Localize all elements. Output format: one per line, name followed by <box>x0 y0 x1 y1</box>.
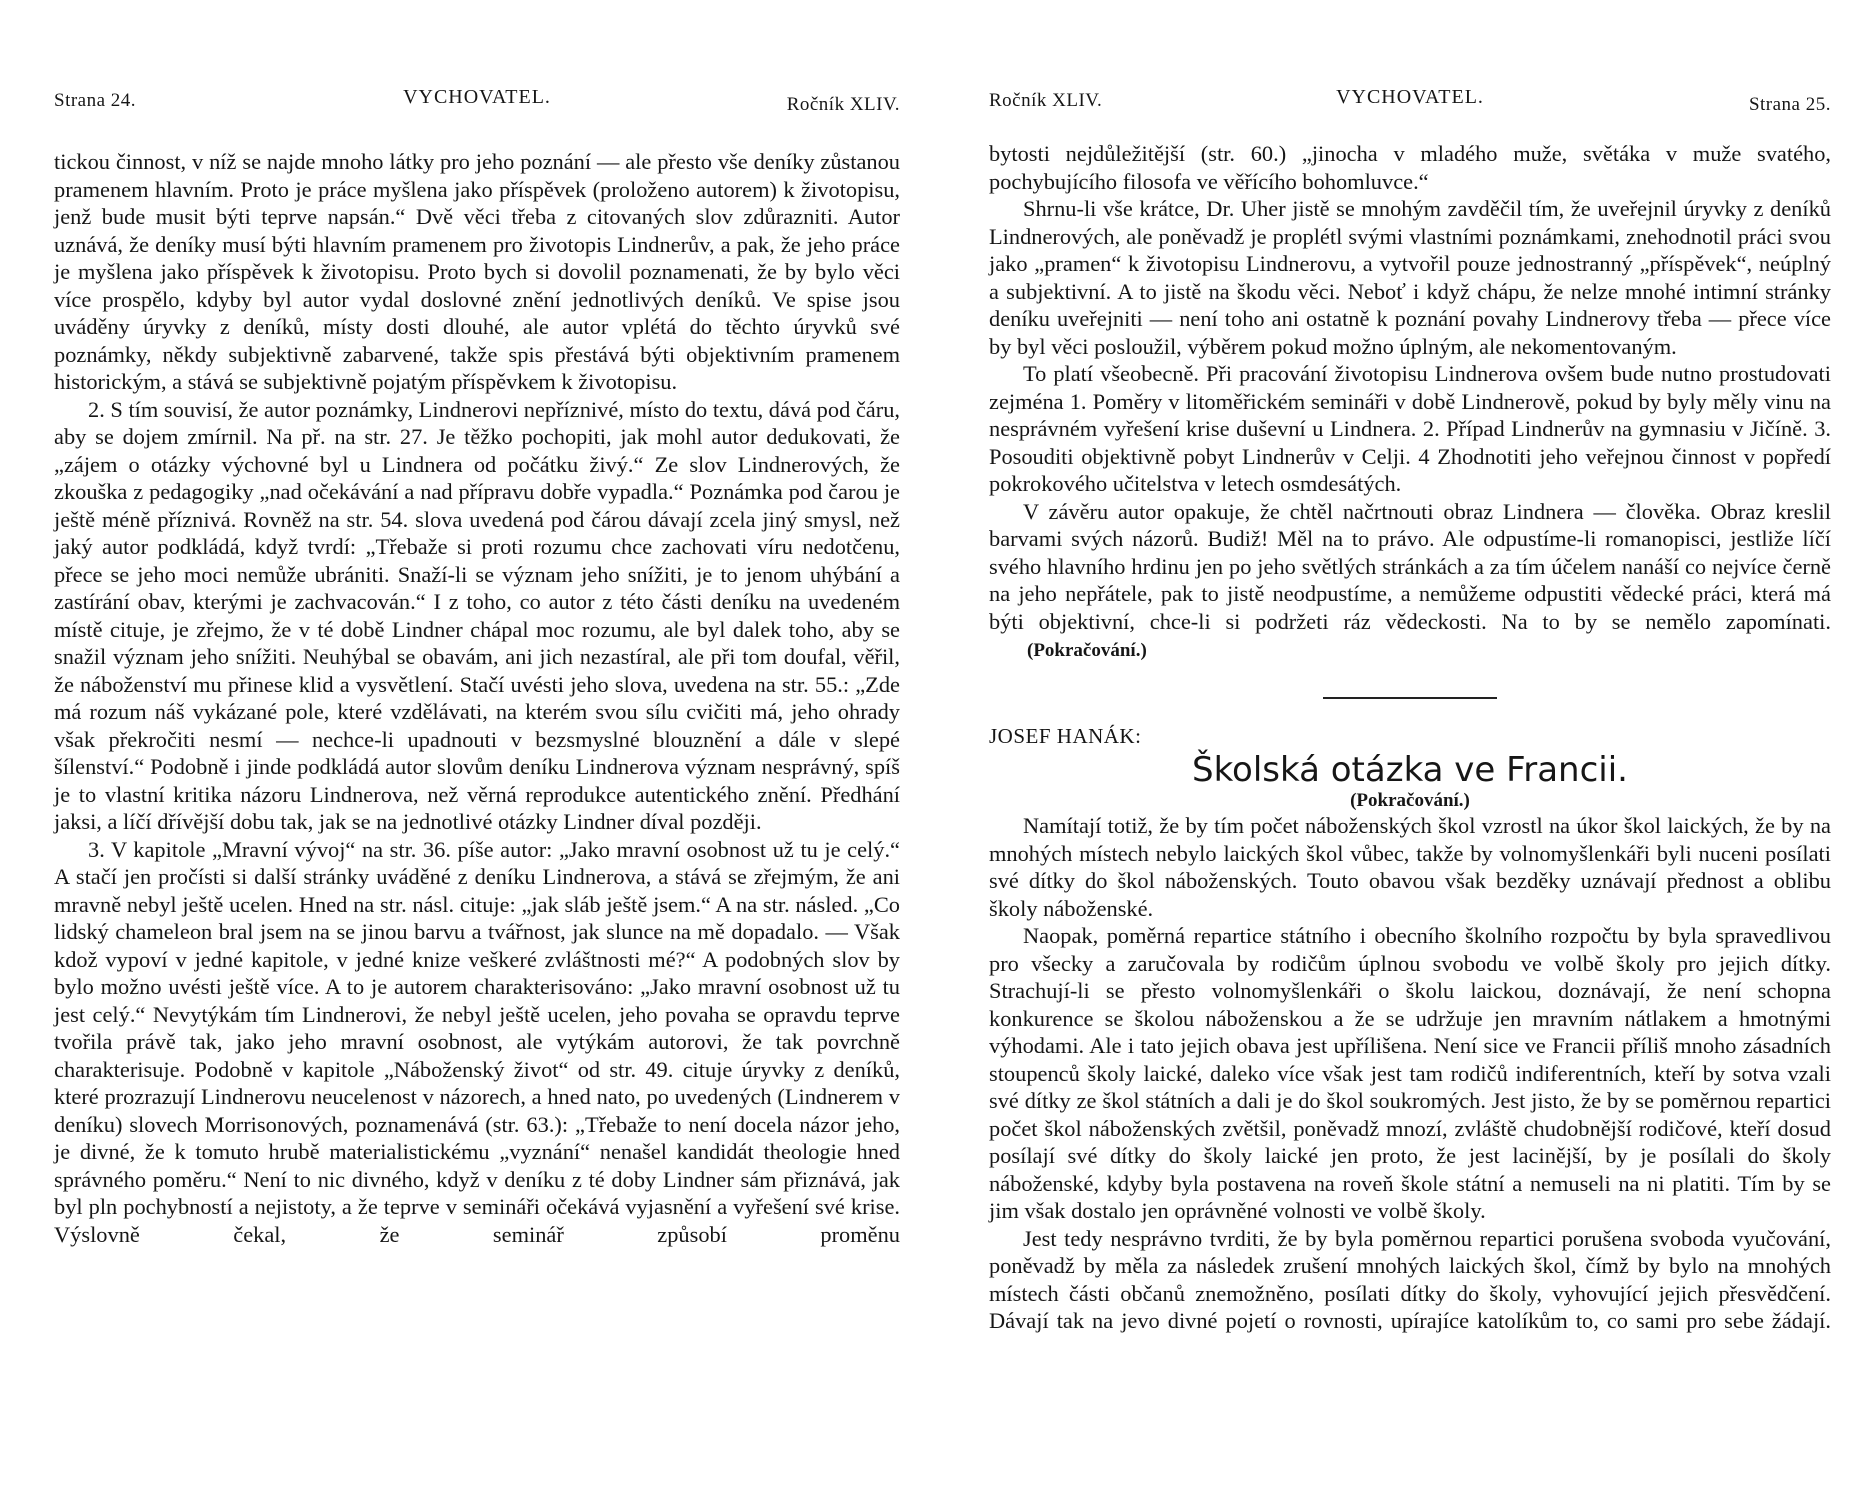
right-paragraph-2: Shrnu-li vše krátce, Dr. Uher jistě se mnohým zavděčil tím, že uveřejnil úryvky z deníků Lindnerových, ale poněvadž je proplétl svými vlastními poznámkami, znehodnotil práci svou jako „pramen“ k životopisu Lindnerovu, a vytvořil pouze jednostranný „příspěvek“, neúplný a subjektivní. A to jistě na škodu věci. Neboť i když chápu, že nelze mnohé intimní stránky deníku uveřejniti — není toho ani ostatně k poznání povahy Lindnerovy třeba — přece více by byl věci posloužil, výběrem pokud možno úplným, ale nekomentovaným. <box>989 196 1831 359</box>
left-journal-title: VYCHOVATEL. <box>403 86 551 108</box>
right-page-number: Strana 25. <box>1748 94 1831 115</box>
left-text-column <box>54 148 900 1248</box>
left-paragraph-2: 2. S tím souvisí, že autor poznámky, Lindnerovi nepříznivé, místo do textu, dává pod čáru, aby se dojem zmírnil. Na př. na str. 27. Je těžko pochopiti, jak mohl autor dedukovati, že „zájem o otázky výchovné byl u Lindnera od počátku živý.“ Ze slov Lindnerových, že zkouška z pedagogiky „nad očekávání a nad přípravu dobře vypadla.“ Poznámka pod čarou je ještě méně příznivá. Rovněž na str. 54. slova uvedená pod čárou dávají zcela jiný smysl, než jaký autor podkládá, když tvrdí: „Třebaže si proti rozumu chce zachovati víru nedotčenu, přece se jeho moci nemůže ubrániti. Snaží-li se význam jeho snížiti, je to jenom uhýbání a zastírání obav, kterými je zachvacován.“ I z toho, co autor z této části deníku na uvedeném místě cituje, je zřejmo, že v té době Lindner chápal moc rozumu, ale byl dalek toho, aby se snažil význam jeho snížiti. Neuhýbal se obavám, ani jich nezastíral, ale při tom doufal, věřil, že náboženství mu přinese klid a vysvětlení. Stačí uvésti jeho slova, uvedena na str. 55.: „Zde má rozum náš vykázané pole, které vzdělávati, na kterém svou sílu cvičiti má, jeho ohrady však překročiti nesmí — nechce-li upadnouti v bezsmyslné blouznění a dále v slepé šílenství.“ Podobně i jinde podkládá autor slovům deníku Lindnerova význam nesprávný, spíš je to vlastní kritika názoru Lindnerova, než věrná reprodukce autentického znění. Předhání jaksi, a líčí dřívější dobu tak, jak se na jednotlivé otázky Lindner díval později. <box>54 396 900 834</box>
right-paragraph-4-text: V závěru autor opakuje, že chtěl načrtnouti obraz Lindnera — člověka. Obraz kreslil barvami svých názorů. Budiž! Měl na to právo. Ale odpustíme-li romanopisci, jestliže líčí svého hlavního hrdinu jen po jeho světlých stránkách a za tím účelem nanáší co nejvíce černě na jeho nepřátele, pak to jistě neodpustíme, a nemůžeme odpustiti vědecké práci, která má býti objektivní, chce-li si podržeti ráz vědeckosti. Na to by se nemělo zapomínati. <box>989 498 1831 634</box>
article-paragraph-2: Naopak, poměrná repartice státního i obecního školního rozpočtu by byla spravedlivou pro všecky a zaručovala by rodičům úplnou svobodu ve volbě školy pro jejich dítky. Strachují-li se přesto volnomyšlenkáři o školu laickou, doznávají, že není schopna konkurence se školou náboženskou a že se udržuje jen mravním nátlakem a hmotnými výhodami. Ale i tato jejich obava jest upřílišena. Není sice ve Francii příliš mnoho zásadních stoupenců školy laické, daleko více však jest tam rodičů indiferentních, kteří by sotva vzali své dítky ze škol státních a dali je do škol soukromých. Jest jisto, že by se poměrnou repartici počet škol náboženských zvětšil, poněvadž mnozí, zvláště chudobnější rodičové, kteří dosud posílají své dítky do školy laické jen proto, že jest lacinější, by je posílali do školy náboženské, kdyby byla postavena na roveň škole státní a nemuseli na ni platiti. Tím by se jim však dostalo jen oprávněné volnosti ve volbě školy. <box>989 923 1831 1223</box>
continued-label: (Pokračování.) <box>1027 640 1147 661</box>
right-volume: Ročník XLIV. <box>989 90 1103 111</box>
article-paragraph-1: Namítají totiž, že by tím počet náboženských škol vzrostl na úkor škol laických, že by na mnohých místech nebylo laických škol vůbec, takže by volnomyšlenkáři byli nuceni posílati své dítky do škol náboženských. Touto obavou však bezděky uznávají přednost a oblibu školy náboženské. <box>989 813 1831 921</box>
left-paragraph-1: tickou činnost, v níž se najde mnoho látky pro jeho poznání — ale přesto vše deníky zůstanou pramenem hlavním. Proto je práce myšlena jako příspěvek (proloženo autorem) k životopisu, jenž bude musit býti teprve napsán.“ Dvě věci třeba z citovaných slov zdůrazniti. Autor uznává, že deníky musí býti hlavním pramenem pro životopis Lindnerův, a pak, že jeho práce je myšlena jako příspěvek k životopisu. Proto bych si dovolil poznamenati, že by bylo věci více prospělo, kdyby byl autor vydal doslovné znění jednotlivých deníků. Ve spise jsou uváděny úryvky z deníků, místy dosti dlouhé, ale autor vplétá do těchto úryvků své poznámky, někdy subjektivně zabarvené, takže spis přestává býti objektivním pramenem historickým, a stává se subjektivně pojatým příspěvkem k životopisu. <box>54 149 900 394</box>
right-running-head <box>989 86 1831 120</box>
left-page-number: Strana 24. <box>54 90 137 111</box>
left-paragraph-3: 3. V kapitole „Mravní vývoj“ na str. 36. píše autor: „Jako mravní osobnost už tu je celý.“ A stačí jen pročísti si další stránky uváděné z deníku Lindnerova, a stává se zřejmým, že ani mravně nebyl ještě ucelen. Hned na str. násl. cituje: „jak sláb ještě jsem.“ A na str. násled. „Co lidský chameleon bral jsem na se jinou barvu a tvářnost, jak slunce na mě dopadalo. — Však kdož vypoví v jedné kapitole, v jedné knize veškeré zvláštnosti mé?“ A podobných slov by bylo možno uvésti ještě více. A to je autorem charakterisováno: „Jako mravní osobnost už tu jest celý.“ Nevytýkám tím Lindnerovi, že nebyl ještě ucelen, jeho povaha se opravdu teprve tvořila právě tak, jako jeho mravní osobnost, ale vytýkám autorovi, že tak povrchně charakterisuje. Podobně v kapitole „Náboženský život“ od str. 49. cituje úryvky z deníků, které prozrazují Lindnerovu neucelenost v názorech, a hned nato, po uvedených (Lindnerem v deníku) slovech Morrisonových, poznamenává (str. 63.): „Třebaže to není docela názor jeho, je divné, že k tomuto hrubě materialistickému „vyznání“ nenašel kandidát theologie hned správného poměru.“ Není to nic divného, když v deníku z té doby Lindner sám přiznává, jak byl pln pochybností a nejistoty, a že teprve v semináři očekává vyjasnění a vyřešení své krise. Výslovně čekal, že seminář způsobí proměnu <box>54 836 900 1247</box>
right-paragraph-1: bytosti nejdůležitější (str. 60.) „jinocha v mladého muže, světáka v muže svatého, pochybujícího filosofa ve věřícího bohomluvce.“ <box>989 141 1831 194</box>
right-paragraph-4 <box>989 498 1831 665</box>
right-page <box>929 0 1858 1500</box>
right-journal-title: VYCHOVATEL. <box>1336 86 1484 108</box>
right-paragraph-3: To platí všeobecně. Při pracování životopisu Lindnerova ovšem bude nutno prostudovati zejména 1. Poměry v litoměřickém semináři v době Lindnerově, pokud by byly měly vinu na nesprávném vyřešení krise duševní u Lindnera. 2. Případ Lindnerův na gymnasiu v Jičíně. 3. Posouditi objektivně pobyt Lindnerův v Celji. 4 Zhodnotiti jeho veřejnou činnost v popředí pokrokového učitelstva v letech osmdesátých. <box>989 361 1831 496</box>
left-running-head <box>54 86 900 120</box>
article-paragraph-3: Jest tedy nesprávno tvrditi, že by byla poměrnou repartici porušena svoboda vyučování, poněvadž by měla za následek zrušení mnohých laických škol, čímž by bylo na mnohých místech části občanů znemožněno, posílati dítky do školy, vyhovující jejich přesvědčení. Dávají tak na jevo divné pojetí o rovnosti, upírajíce katolíkům to, co sami pro sebe žádají. <box>989 1225 1831 1333</box>
article-author: JOSEF HANÁK: <box>989 723 1142 748</box>
article-title: Školská otázka ve Francii. <box>1192 750 1628 790</box>
left-volume: Ročník XLIV. <box>786 94 900 115</box>
right-text-column <box>989 140 1831 1335</box>
section-divider <box>1323 697 1497 699</box>
article-continued-label: (Pokračování.) <box>1350 790 1470 811</box>
